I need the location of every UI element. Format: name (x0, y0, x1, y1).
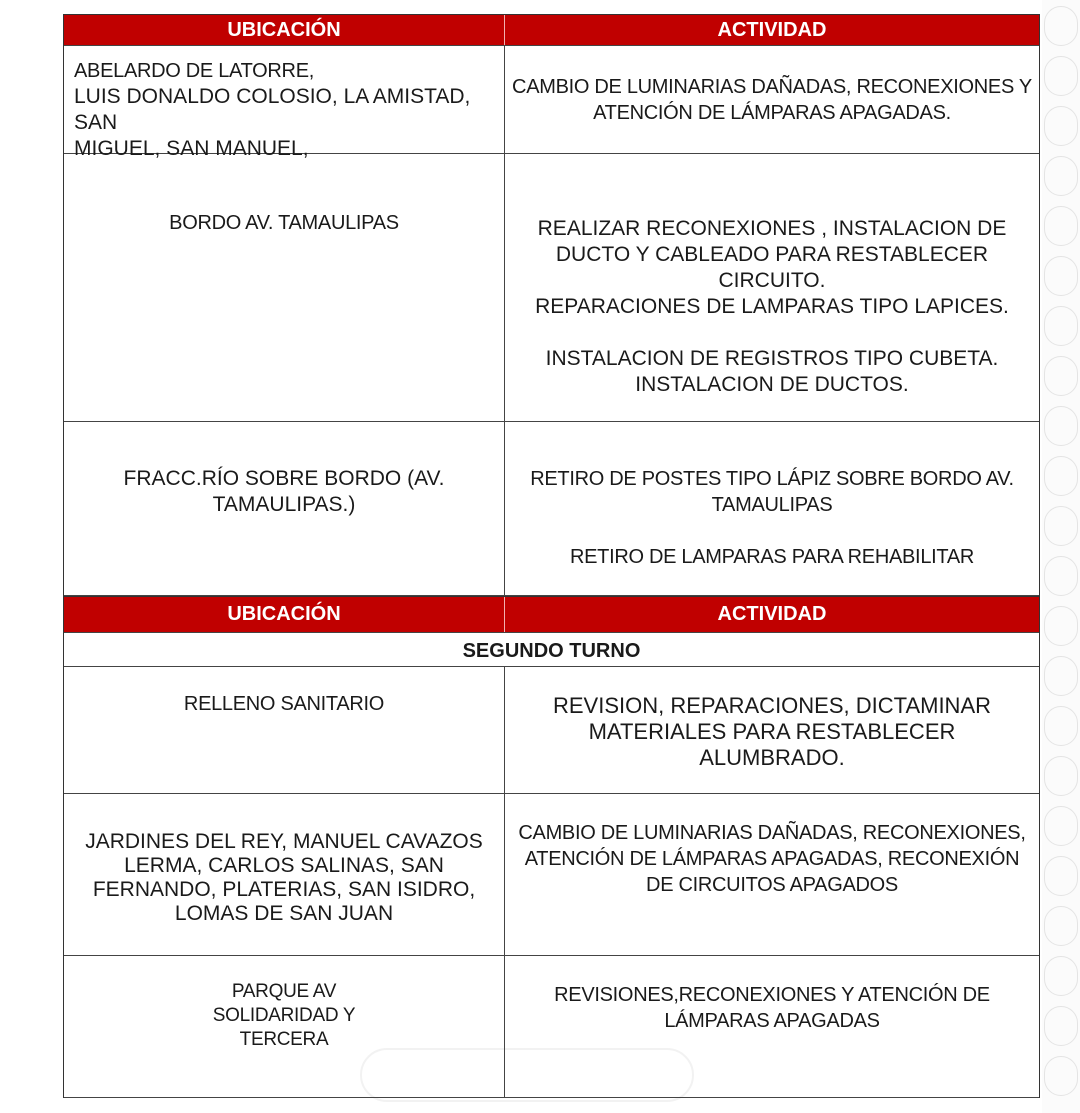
location-text: BORDO AV. TAMAULIPAS (169, 212, 399, 234)
location-cell (64, 667, 505, 793)
location-text: JARDINES DEL REY, MANUEL CAVAZOS LERMA, CARLOS SALINAS, SAN FERNANDO, PLATERIAS, SAN ISIDRO, LOMAS DE SAN JUAN (85, 830, 483, 925)
table-row (64, 422, 1039, 596)
shift-row (64, 633, 1039, 667)
location-cell (64, 794, 505, 955)
ornament-icon (1044, 756, 1078, 796)
activity-text: CAMBIO DE LUMINARIAS DAÑADAS, RECONEXIONES, ATENCIÓN DE LÁMPARAS APAGADAS, RECONEXIÓN DE CIRCUITOS APAGADOS (518, 822, 1026, 896)
ornament-icon (1044, 256, 1078, 296)
header-actividad: ACTIVIDAD (717, 603, 827, 625)
table-row (64, 667, 1039, 794)
shift-label: SEGUNDO TURNO (462, 640, 641, 662)
location-cell (64, 422, 505, 595)
activity-text: RETIRO DE LAMPARAS PARA REHABILITAR (569, 546, 975, 568)
ornament-icon (1044, 706, 1078, 746)
location-cell (64, 46, 505, 160)
activity-cell (505, 46, 1039, 153)
ornament-icon (1044, 156, 1078, 196)
activities-table (63, 14, 1040, 1098)
activity-cell (505, 956, 1039, 1097)
ornament-icon (1044, 456, 1078, 496)
activity-text: INSTALACION DE REGISTROS TIPO CUBETA. INSTALACION DE DUCTOS. (545, 347, 999, 396)
location-cell (64, 956, 505, 1097)
table-header (64, 14, 1039, 46)
activity-cell (505, 422, 1039, 595)
ornament-icon (1044, 406, 1078, 446)
table-row (64, 956, 1039, 1098)
activity-text: CAMBIO DE LUMINARIAS DAÑADAS, RECONEXIONES Y ATENCIÓN DE LÁMPARAS APAGADAS. (512, 76, 1032, 124)
table-header (64, 596, 1039, 633)
ornament-icon (1044, 356, 1078, 396)
location-line: ABELARDO DE LATORRE, (74, 60, 314, 82)
ornament-icon (1044, 56, 1078, 96)
activity-cell (505, 154, 1039, 421)
ornament-icon (1044, 656, 1078, 696)
location-text: RELLENO SANITARIO (183, 693, 385, 715)
ornament-icon (1044, 506, 1078, 546)
ornament-icon (1044, 1056, 1078, 1096)
table-row (64, 154, 1039, 422)
table-row (64, 794, 1039, 956)
location-text: FRACC.RÍO SOBRE BORDO (AV. TAMAULIPAS.) (123, 467, 445, 516)
ornament-icon (1044, 906, 1078, 946)
location-line: LUIS DONALDO COLOSIO, LA AMISTAD, SAN (74, 85, 471, 134)
ornament-icon (1044, 1006, 1078, 1046)
decorative-border (1042, 0, 1080, 1113)
ornament-icon (1044, 856, 1078, 896)
ornament-icon (1044, 556, 1078, 596)
activity-text: REVISIONES,RECONEXIONES Y ATENCIÓN DE LÁMPARAS APAGADAS (554, 984, 990, 1032)
location-line: MIGUEL, SAN MANUEL, (74, 137, 309, 160)
table-row (64, 46, 1039, 160)
header-ubicacion: UBICACIÓN (64, 15, 505, 45)
ornament-icon (1044, 806, 1078, 846)
location-cell (64, 154, 505, 421)
header-actividad: ACTIVIDAD (717, 18, 827, 41)
ornament-icon (1044, 206, 1078, 246)
activity-text: REALIZAR RECONEXIONES , INSTALACION DE DUCTO Y CABLEADO PARA RESTABLECER CIRCUITO. REPARACIONES DE LAMPARAS TIPO LAPICES. (535, 217, 1009, 318)
activity-text: REVISION, REPARACIONES, DICTAMINAR MATERIALES PARA RESTABLECER ALUMBRADO. (552, 693, 992, 770)
activity-text: RETIRO DE POSTES TIPO LÁPIZ SOBRE BORDO AV. TAMAULIPAS (530, 468, 1014, 516)
ornament-icon (1044, 956, 1078, 996)
ornament-icon (1044, 106, 1078, 146)
location-text: PARQUE AV SOLIDARIDAD Y TERCERA (212, 981, 356, 1050)
ornament-icon (1044, 6, 1078, 46)
activity-cell (505, 667, 1039, 793)
activity-cell (505, 794, 1039, 955)
ornament-icon (1044, 306, 1078, 346)
ornament-icon (1044, 606, 1078, 646)
header-ubicacion: UBICACIÓN (64, 597, 505, 632)
